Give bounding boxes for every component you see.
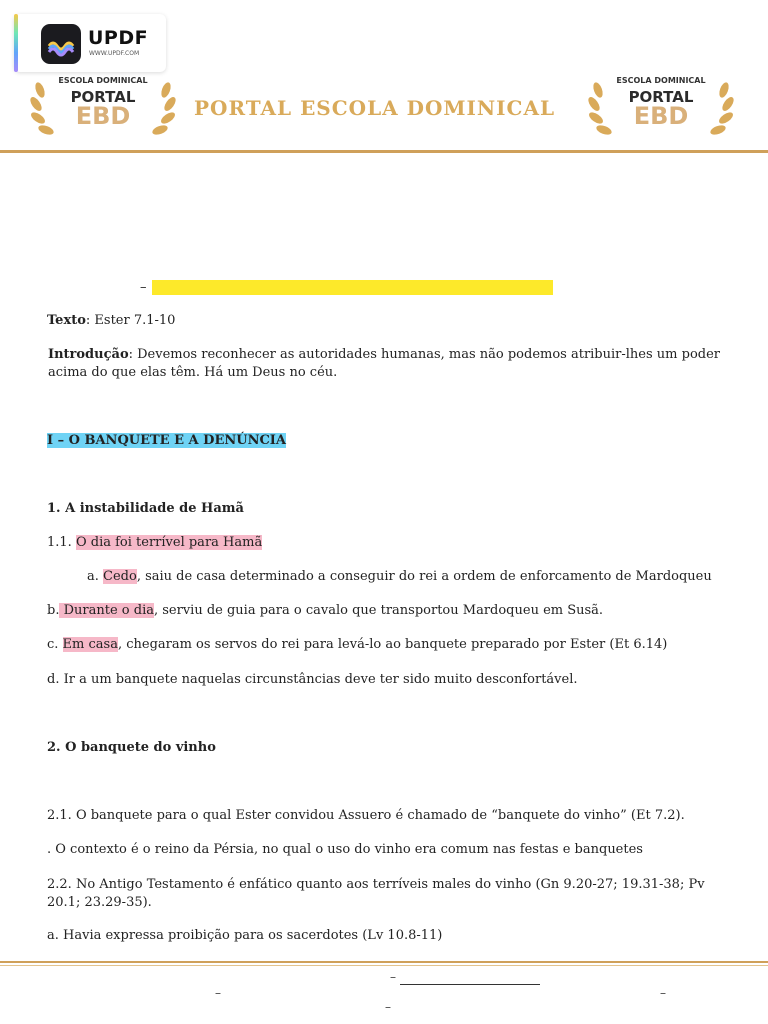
emblem-left	[28, 72, 178, 142]
item-c-highlight: Em casa	[62, 637, 118, 652]
footer-divider-thin	[0, 965, 768, 966]
intro-label: Introdução	[48, 347, 129, 362]
item-1-1-number: 1.1.	[47, 535, 76, 550]
emblem-portal-text: PORTAL	[628, 88, 694, 106]
item-c-prefix: c.	[47, 637, 63, 652]
texto-label: Texto	[47, 313, 86, 328]
item-a-text: , saiu de casa determinado a conseguir do rei a ordem de enforcamento de Mardoqueu	[136, 569, 712, 584]
footer-divider	[0, 961, 768, 963]
introducao-paragraph	[48, 346, 728, 382]
site-title: PORTAL ESCOLA DOMINICAL	[194, 96, 556, 120]
item-c-text: , chegaram os servos do rei para levá-lo ao banquete preparado por Ester (Et 6.14)	[117, 637, 668, 652]
item-d: d. Ir a um banquete naquelas circunstâncias deve ter sido muito desconfortável.	[47, 672, 578, 687]
subheading-1-text: 1. A instabilidade de Hamã	[47, 501, 244, 516]
item-2-1: 2.1. O banquete para o qual Ester convidou Assuero é chamado de “banquete do vinho” (Et 7.2).	[47, 808, 685, 823]
emblem-ebd-text: EBD	[75, 102, 131, 130]
item-1-1-highlight: O dia foi terrível para Hamã	[75, 535, 263, 550]
item-b-text: , serviu de guia para o cavalo que transportou Mardoqueu em Susã.	[153, 603, 604, 618]
intro-text: : Devemos reconhecer as autoridades humanas, mas não podemos atribuir-lhes um poder acima do que elas têm. Há um Deus no céu.	[48, 347, 721, 380]
footer-underline	[400, 984, 540, 985]
item-2-1-context: . O contexto é o reino da Pérsia, no qual o uso do vinho era comum nas festas e banquetes	[47, 842, 643, 857]
item-a	[87, 568, 712, 586]
emblem-small-text: ESCOLA DOMINICAL	[616, 76, 706, 85]
footer-dash-bottom: –	[385, 1000, 391, 1014]
subheading-2-text: 2. O banquete do vinho	[47, 740, 216, 755]
item-b-highlight: Durante o dia	[59, 603, 154, 618]
subheading-1	[47, 500, 244, 518]
subheading-2	[47, 739, 216, 757]
emblem-portal-text: PORTAL	[70, 88, 136, 106]
updf-logo-icon	[41, 24, 81, 64]
texto-value: : Ester 7.1-10	[85, 313, 176, 328]
emblem-ebd-text: EBD	[633, 102, 689, 130]
footer-dash-left: –	[215, 986, 221, 1000]
footer-dash-center: –	[390, 970, 396, 984]
item-a-prefix: a.	[87, 569, 104, 584]
updf-url: WWW.UPDF.COM	[89, 50, 140, 57]
footer-dash-right: –	[660, 986, 666, 1000]
item-b-prefix: b.	[47, 603, 60, 618]
item-a-highlight: Cedo	[103, 569, 137, 584]
texto-line	[47, 312, 175, 330]
emblem-small-text: ESCOLA DOMINICAL	[58, 76, 148, 85]
lesson-title-highlight	[152, 280, 553, 295]
section-heading	[47, 432, 286, 450]
item-2-2-a: a. Havia expressa proibição para os sacerdotes (Lv 10.8-11)	[47, 928, 443, 943]
item-2-2: 2.2. No Antigo Testamento é enfático quanto aos terríveis males do vinho (Gn 9.20-27; 19.31-38; Pv 20.1; 23.29-35).	[47, 877, 705, 910]
lesson-title-dash: –	[140, 280, 147, 295]
updf-name: UPDF	[88, 27, 149, 49]
emblem-right	[586, 72, 736, 142]
section-1-title: I – O BANQUETE E A DENÚNCIA	[47, 433, 286, 448]
item-1-1	[47, 534, 262, 552]
item-c	[47, 636, 667, 654]
item-b	[47, 602, 603, 620]
updf-stripe	[14, 14, 18, 72]
updf-badge	[14, 14, 166, 72]
header-divider	[0, 150, 768, 153]
